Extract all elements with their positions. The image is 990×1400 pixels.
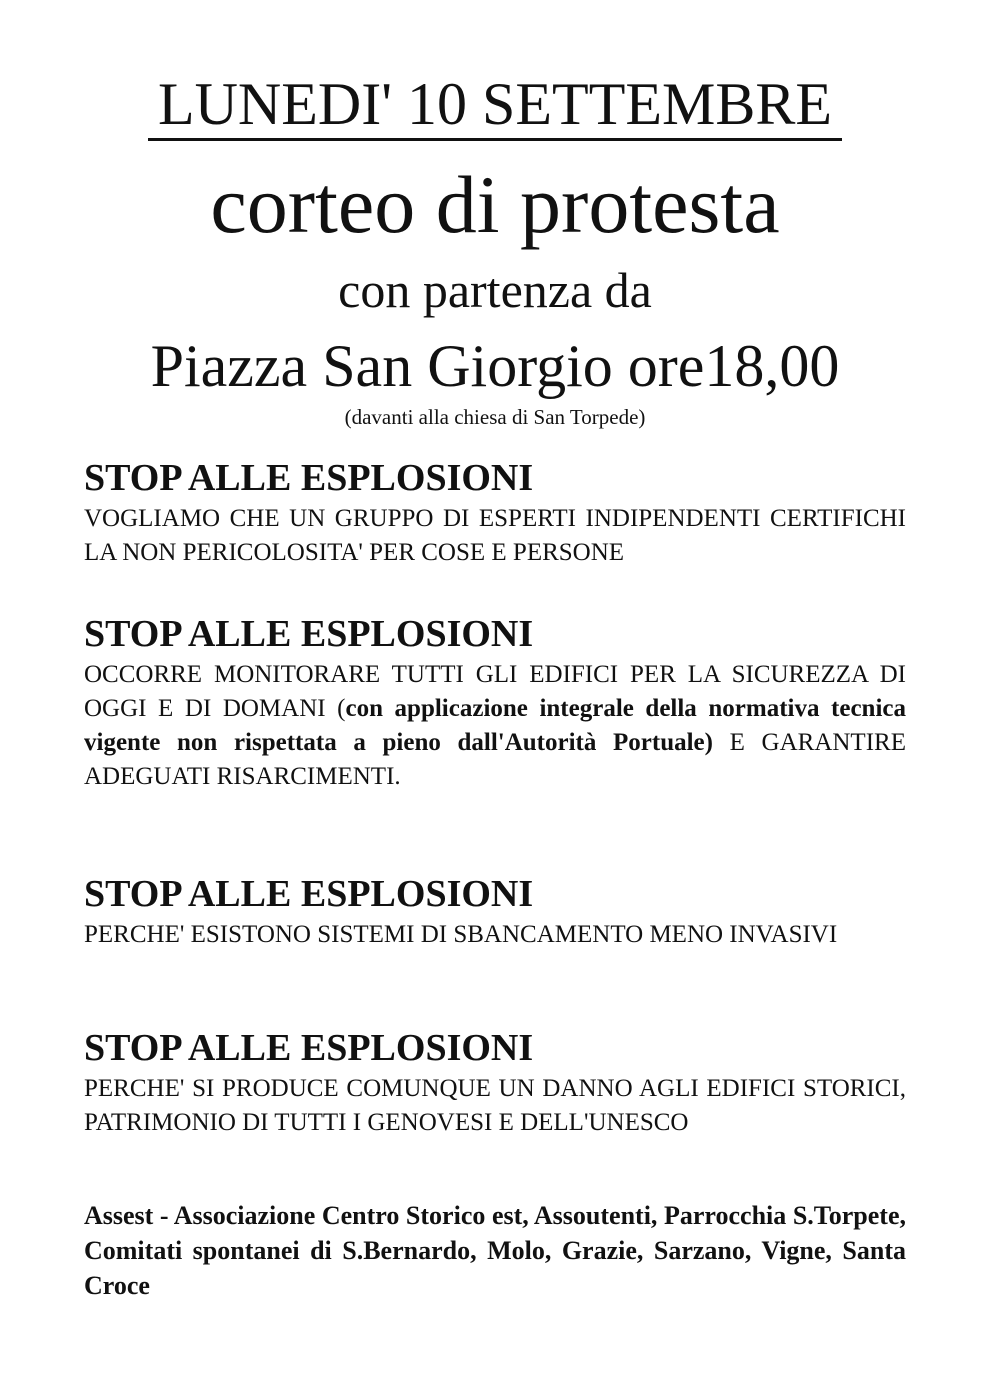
section-body: PERCHE' ESISTONO SISTEMI DI SBANCAMENTO MENO INVASIVI	[84, 921, 838, 948]
event-location: Piazza San Giorgio ore18,00	[150, 333, 840, 399]
section-title: STOP ALLE ESPLOSIONI	[84, 457, 534, 499]
section-body: PERCHE' SI PRODUCE COMUNQUE UN DANNO AGLI EDIFICI STORICI, PATRIMONIO DI TUTTI I GENOVESI E DELL'UNESCO	[84, 1075, 906, 1136]
section-body: VOGLIAMO CHE UN GRUPPO DI ESPERTI INDIPENDENTI CERTIFICHI LA NON PERICOLOSITA' PER COSE E PERSONE	[84, 505, 906, 566]
section-1	[84, 456, 906, 570]
section-2	[84, 612, 906, 794]
section-3	[84, 872, 906, 952]
section-title: STOP ALLE ESPLOSIONI	[84, 613, 534, 655]
event-date-heading	[0, 72, 990, 141]
event-location-note: (davanti alla chiesa di San Torpede)	[344, 405, 646, 429]
event-title: corteo di protesta	[210, 159, 780, 250]
section-title: STOP ALLE ESPLOSIONI	[84, 873, 534, 915]
event-subtitle: con partenza da	[338, 262, 652, 318]
section-title: STOP ALLE ESPLOSIONI	[84, 1027, 534, 1069]
section-4	[84, 1026, 906, 1140]
section-body-bold-text: con applicazione integrale della normativa tecnica vigente non rispettata a pieno dall'Autorità Portuale)	[84, 695, 906, 756]
section-body	[84, 658, 906, 794]
section-body-text-end: E GARANTIRE ADEGUATI RISARCIMENTI.	[84, 729, 906, 790]
section-body-text: OCCORRE MONITORARE TUTTI GLI EDIFICI PER LA SICUREZZA DI OGGI E DI DOMANI (	[84, 661, 906, 722]
event-date-text: LUNEDI' 10 SETTEMBRE	[148, 72, 842, 141]
organizers-list: Assest - Associazione Centro Storico est, Assoutenti, Parrocchia S.Torpete, Comitati spontanei di S.Bernardo, Molo, Grazie, Sarzano, Vigne, Santa Croce	[84, 1201, 906, 1300]
